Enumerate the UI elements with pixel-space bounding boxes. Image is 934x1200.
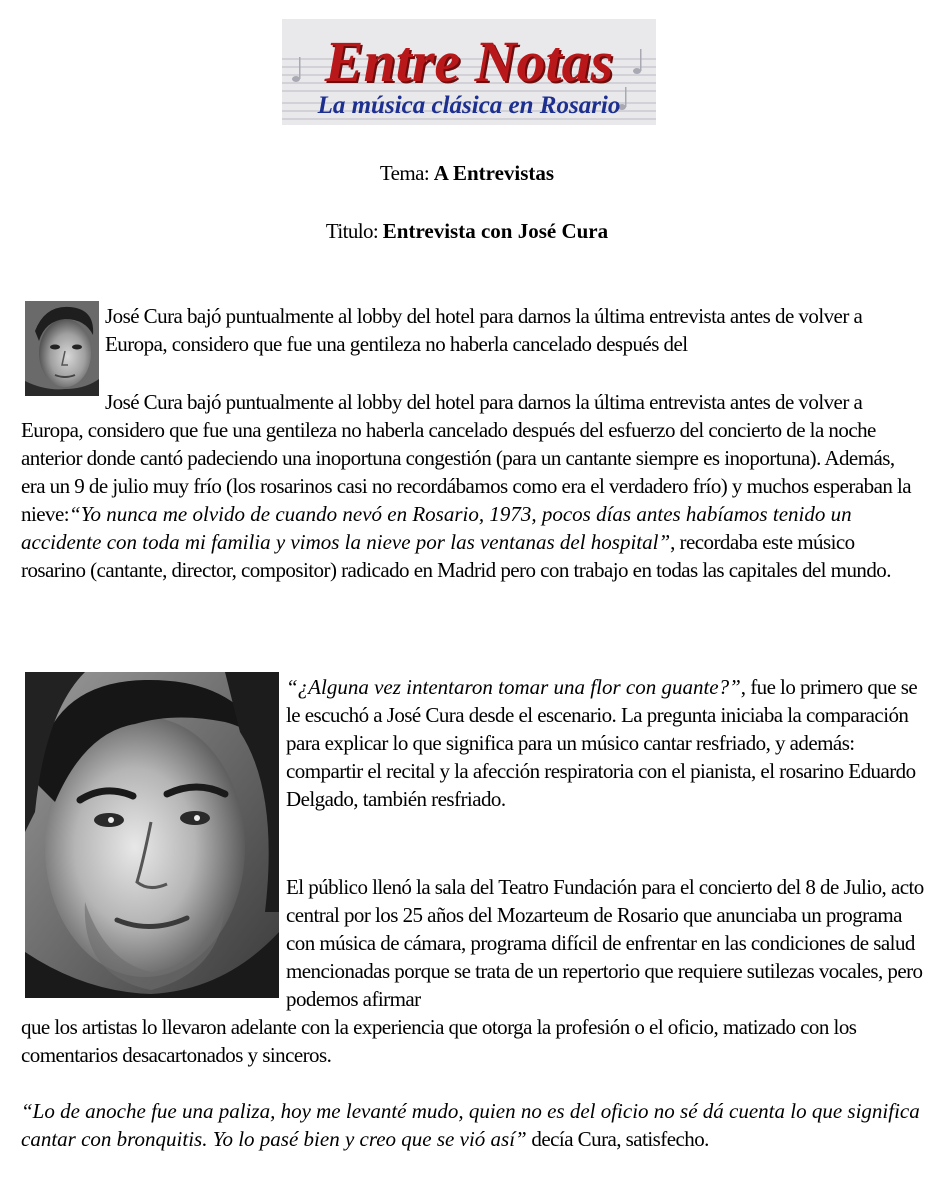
topic-line bbox=[0, 160, 934, 186]
portrait-photo-large bbox=[25, 672, 279, 998]
article-title: Entrevista con José Cura bbox=[382, 219, 609, 243]
paragraph-2-text: , fue lo primero que se le escuchó a José Cura desde el escenario. La pregunta iniciaba la comparación para explicar lo que significa para un músico cantar resfriado, y además: compartir el recital y la afección respiratoria con el pianista, el rosarino Eduardo Delgado, también resfriado. bbox=[286, 675, 918, 811]
paragraph-2 bbox=[286, 673, 926, 813]
logo-title: Entre Notas bbox=[324, 29, 614, 94]
intro-paragraph: José Cura bajó puntualmente al lobby del hotel para darnos la última entrevista antes de volver a Europa, considero que fue una gentileza no haberla cancelado después del bbox=[105, 304, 863, 356]
title-line bbox=[0, 218, 934, 244]
site-logo[interactable] bbox=[282, 19, 656, 125]
logo-subtitle: La música clásica en Rosario bbox=[317, 92, 621, 119]
paragraph-1-text: José Cura bajó puntualmente al lobby del hotel para darnos la última entrevista antes de volver a Europa, considero que fue una gentileza no haberla cancelado después del esfuerzo del concierto de la noche anterior donde cantó padeciendo una inoportuna congestión (para un cantante siempre es inoportuna). Además, era un 9 de julio muy frío (los rosarinos casi no recordábamos como era el verdadero frío) y muchos esperaban la nieve: bbox=[21, 390, 912, 526]
paragraph-4-quote: “Lo de anoche fue una paliza, hoy me levanté mudo, quien no es del oficio no sé dá cuenta lo que significa cantar con bronquitis. Yo lo pasé bien y creo que se vió así” bbox=[21, 1099, 920, 1151]
paragraph-4-end: decía Cura, satisfecho. bbox=[526, 1127, 709, 1151]
paragraph-3: El público llenó la sala del Teatro Fundación para el concierto del 8 de Julio, acto central por los 25 años del Mozarteum de Rosario que anunciaba un programa con música de cámara, programa difícil de enfrentar en las condiciones de salud mencionadas porque se trata de un repertorio que requiere sutilezas vocales, pero podemos afirmar bbox=[286, 875, 924, 1011]
paragraph-1-end: , recordaba este músico rosarino (cantante, director, compositor) radicado en Madrid pero con trabajo en todas las capitales del mundo. bbox=[21, 530, 891, 582]
portrait-photo-small bbox=[25, 301, 99, 396]
topic-value: A Entrevistas bbox=[433, 161, 555, 185]
paragraph-1-quote: “Yo nunca me olvido de cuando nevó en Rosario, 1973, pocos días antes habíamos tenido un accidente con toda mi familia y vimos la nieve por las ventanas del hospital” bbox=[21, 502, 852, 554]
paragraph-4 bbox=[21, 1097, 926, 1153]
paragraph-3-continued: que los artistas lo llevaron adelante con la experiencia que otorga la profesión o el oficio, matizado con los comentarios desacartonados y sinceros. bbox=[21, 1015, 857, 1067]
paragraph-2-quote: “¿Alguna vez intentaron tomar una flor con guante?” bbox=[286, 675, 741, 699]
paragraph-1 bbox=[21, 388, 921, 584]
title-label: Titulo: bbox=[325, 219, 383, 243]
topic-label: Tema: bbox=[379, 161, 434, 185]
